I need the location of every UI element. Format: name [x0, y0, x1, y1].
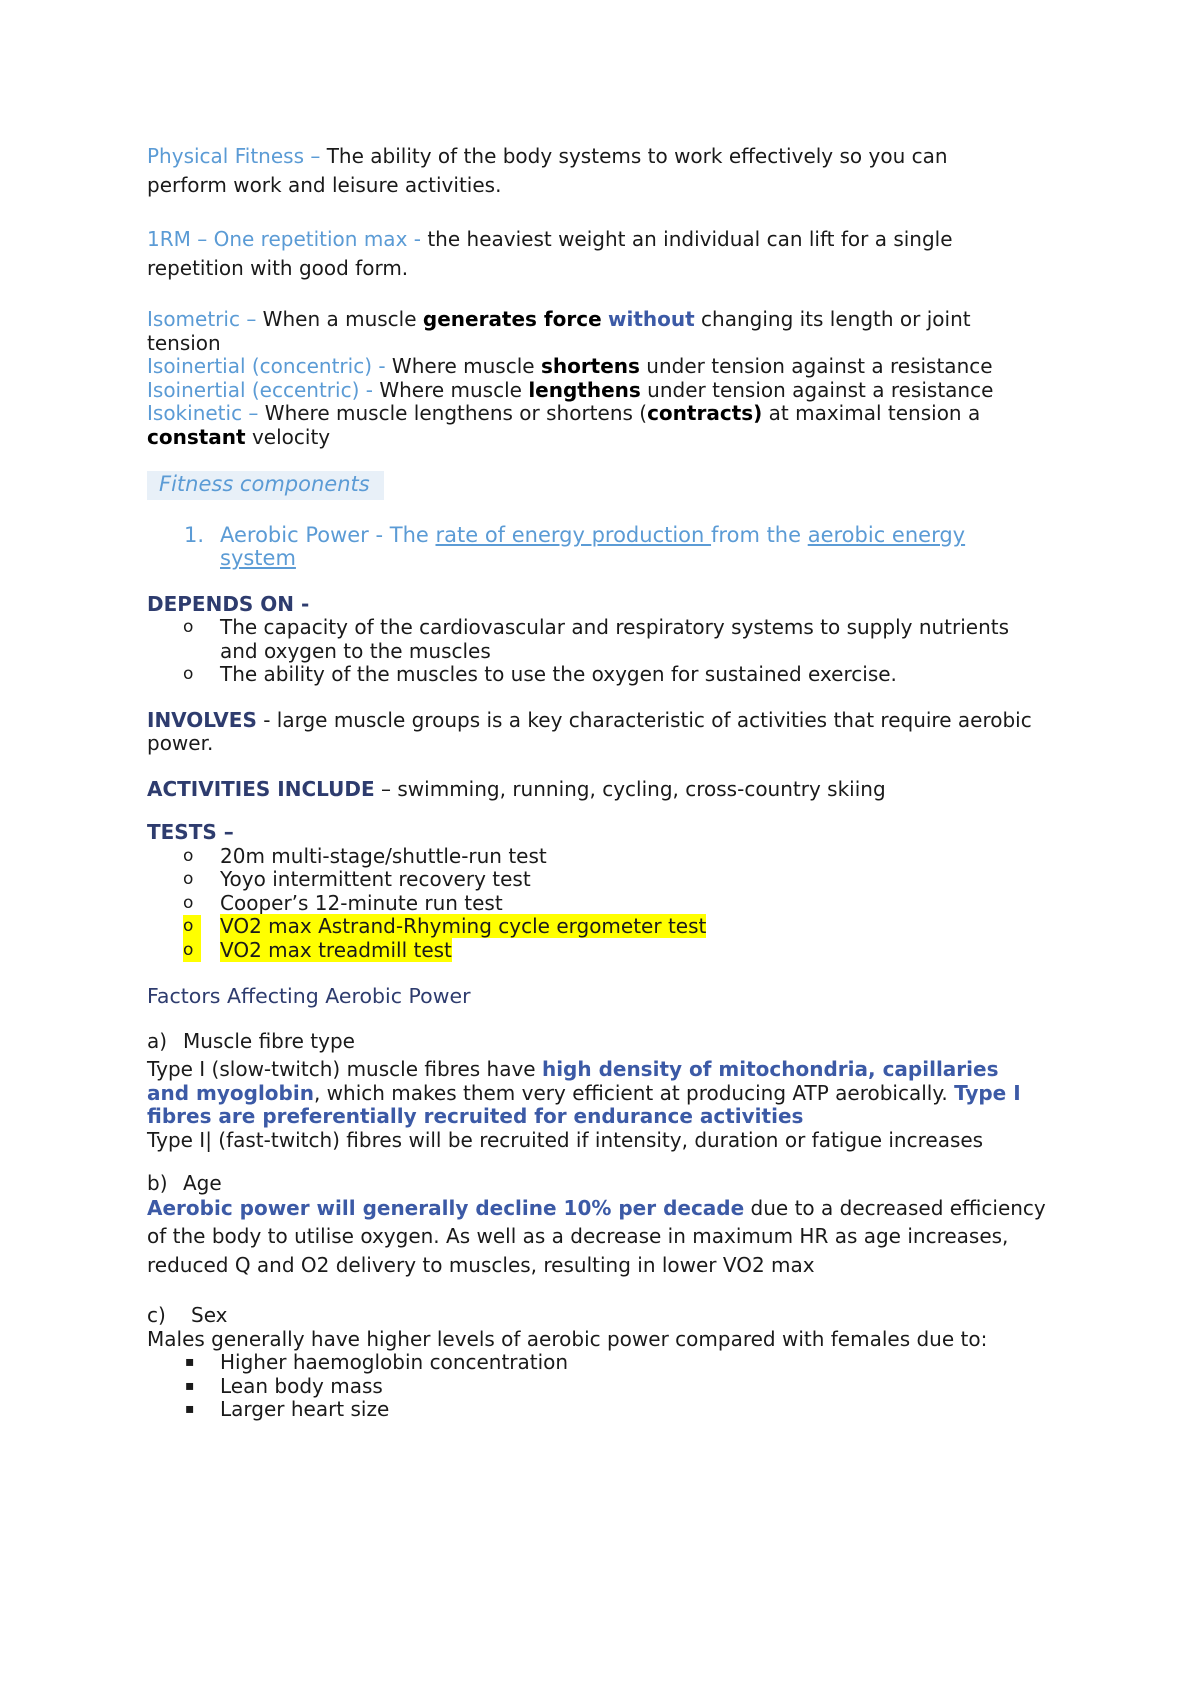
tests-heading: TESTS –	[147, 820, 234, 844]
term-isoinertial-eccentric: Isoinertial (eccentric) -	[147, 377, 373, 402]
list-item-highlighted	[147, 915, 1067, 939]
text: Type I| (fast-twitch) fibres will be recruited if intensity, duration or fatigue increases	[147, 1127, 984, 1152]
bullet-marker: o	[183, 892, 194, 913]
square-bullet-icon: ▪	[185, 1377, 195, 1394]
item-label: Aerobic Power - The	[220, 522, 436, 547]
factor-a-title	[147, 1030, 1067, 1054]
factor-label: a)	[147, 1028, 168, 1053]
factor-b-title	[147, 1172, 1067, 1196]
term-isometric: Isometric –	[147, 307, 257, 331]
text: When a muscle	[256, 307, 423, 331]
text: at maximal tension a	[762, 401, 981, 425]
bullet-marker: o	[183, 869, 194, 889]
involves-section	[147, 709, 1067, 756]
bold-text: constant	[147, 424, 246, 449]
text: under tension against a resistance	[640, 377, 994, 402]
underlined-term: aerobic energy	[807, 522, 966, 547]
text: due to a decreased efficiency	[744, 1195, 1046, 1220]
fitness-components-title: Fitness components	[159, 472, 370, 496]
text: Where muscle	[385, 354, 541, 378]
factors-section	[147, 985, 1067, 1422]
involves-heading: INVOLVES	[147, 707, 257, 732]
factor-b-body	[147, 1194, 1067, 1280]
numbered-item-aerobic-power	[147, 524, 1067, 571]
activities-heading: ACTIVITIES INCLUDE	[147, 776, 375, 801]
bold-text: generates force	[422, 307, 602, 331]
bold-blue-text: without	[608, 307, 695, 331]
list-item	[147, 616, 1067, 663]
bold-blue-text: Aerobic power will generally decline 10% per decade	[147, 1195, 745, 1220]
text: tension	[147, 330, 221, 355]
list-item-text: VO2 max treadmill test	[220, 937, 452, 962]
document-content	[147, 142, 1067, 1422]
text: , which makes them very efficient at producing ATP aerobically.	[313, 1080, 955, 1105]
fitness-components-section	[147, 463, 1067, 500]
item-number: 1.	[184, 522, 205, 547]
depends-on-heading: DEPENDS ON -	[147, 591, 310, 616]
factor-label: b)	[147, 1171, 168, 1195]
bold-blue-text: high density of mitochondria, capillaries	[541, 1057, 999, 1081]
list-item-text: and oxygen to the muscles	[220, 638, 491, 663]
item-text: from the	[711, 522, 808, 547]
text: reduced Q and O2 delivery to muscles, resulting in lower VO2 max	[147, 1252, 815, 1277]
list-item-highlighted	[147, 939, 1067, 963]
list-item	[147, 868, 1067, 892]
factor-c-title	[147, 1304, 1067, 1328]
list-item-text: Higher haemoglobin concentration	[220, 1350, 569, 1374]
factor-title: Sex	[191, 1303, 228, 1327]
text: velocity	[245, 424, 331, 449]
factor-label: c)	[147, 1303, 166, 1327]
text: changing its length or joint	[694, 307, 971, 331]
text: power.	[147, 731, 214, 755]
factor-c-intro: Males generally have higher levels of aerobic power compared with females due to:	[147, 1326, 988, 1351]
definition-text: the heaviest weight an individual can lift for a single	[420, 227, 953, 251]
list-item-text: Cooper’s 12-minute run test	[220, 890, 503, 915]
bullet-marker: o	[183, 664, 194, 684]
factor-a-body	[147, 1058, 1067, 1152]
list-item	[147, 845, 1067, 869]
list-item-text: Yoyo intermittent recovery test	[220, 867, 531, 891]
tests-list	[147, 845, 1067, 963]
depends-on-section	[147, 593, 1067, 687]
sex-factors-list	[147, 1351, 1067, 1422]
fitness-components-heading-box	[147, 471, 384, 500]
bullet-marker: o	[183, 939, 201, 963]
bold-text: lengthens	[528, 377, 641, 402]
list-item-text: Larger heart size	[220, 1397, 390, 1421]
underlined-term: rate of energy production	[435, 522, 712, 547]
term-isokinetic: Isokinetic –	[147, 401, 259, 425]
list-item	[147, 1351, 1067, 1375]
text: Where muscle	[372, 377, 529, 402]
definition-physical-fitness	[147, 142, 1067, 199]
factors-heading: Factors Affecting Aerobic Power	[147, 984, 471, 1008]
activities-section	[147, 778, 1067, 802]
bullet-marker: o	[183, 617, 194, 637]
list-item	[147, 663, 1067, 687]
bold-blue-text: and myoglobin	[147, 1080, 314, 1105]
term-isoinertial-concentric: Isoinertial (concentric) -	[147, 354, 386, 378]
factor-title: Age	[183, 1171, 222, 1195]
term-physical-fitness: Physical Fitness –	[147, 144, 321, 168]
list-item-text: Lean body mass	[220, 1373, 383, 1398]
text: Type I (slow-twitch) muscle fibres have	[147, 1057, 542, 1081]
definition-1rm	[147, 225, 1067, 282]
depends-on-list	[147, 616, 1067, 687]
term-1rm: 1RM – One repetition max -	[147, 227, 421, 251]
bold-blue-text: fibres are preferentially recruited for endurance activities	[147, 1104, 804, 1128]
bold-text: shortens	[540, 354, 640, 378]
text: of the body to utilise oxygen. As well as a decrease in maximum HR as age increases,	[147, 1224, 1009, 1248]
list-item-text: The capacity of the cardiovascular and respiratory systems to supply nutrients	[220, 615, 1010, 639]
text: – swimming, running, cycling, cross-country skiing	[374, 776, 886, 801]
bold-blue-text: Type I	[954, 1080, 1021, 1105]
tests-section	[147, 821, 1067, 962]
list-item-text: VO2 max Astrand-Rhyming cycle ergometer test	[220, 914, 707, 938]
list-item	[147, 1398, 1067, 1422]
bold-text: contracts)	[647, 401, 763, 425]
bullet-marker: o	[183, 845, 194, 866]
underlined-term: system	[220, 546, 296, 570]
square-bullet-icon: ▪	[185, 1354, 195, 1370]
list-item-text: 20m multi-stage/shuttle-run test	[220, 843, 547, 868]
bullet-marker: o	[183, 915, 201, 939]
definition-text-cont: repetition with good form.	[147, 255, 409, 280]
square-bullet-icon: ▪	[185, 1401, 195, 1417]
contraction-types	[147, 308, 1067, 449]
definition-text: The ability of the body systems to work effectively so you can	[320, 144, 948, 168]
list-item	[147, 892, 1067, 916]
text: under tension against a resistance	[639, 354, 993, 378]
list-item	[147, 1375, 1067, 1399]
text: - large muscle groups is a key characteristic of activities that require aerobic	[256, 707, 1032, 732]
text: Where muscle lengthens or shortens (	[258, 401, 648, 425]
factor-title: Muscle fibre type	[183, 1028, 355, 1053]
definition-text-cont: perform work and leisure activities.	[147, 172, 502, 197]
list-item-text: The ability of the muscles to use the oxygen for sustained exercise.	[220, 662, 897, 686]
